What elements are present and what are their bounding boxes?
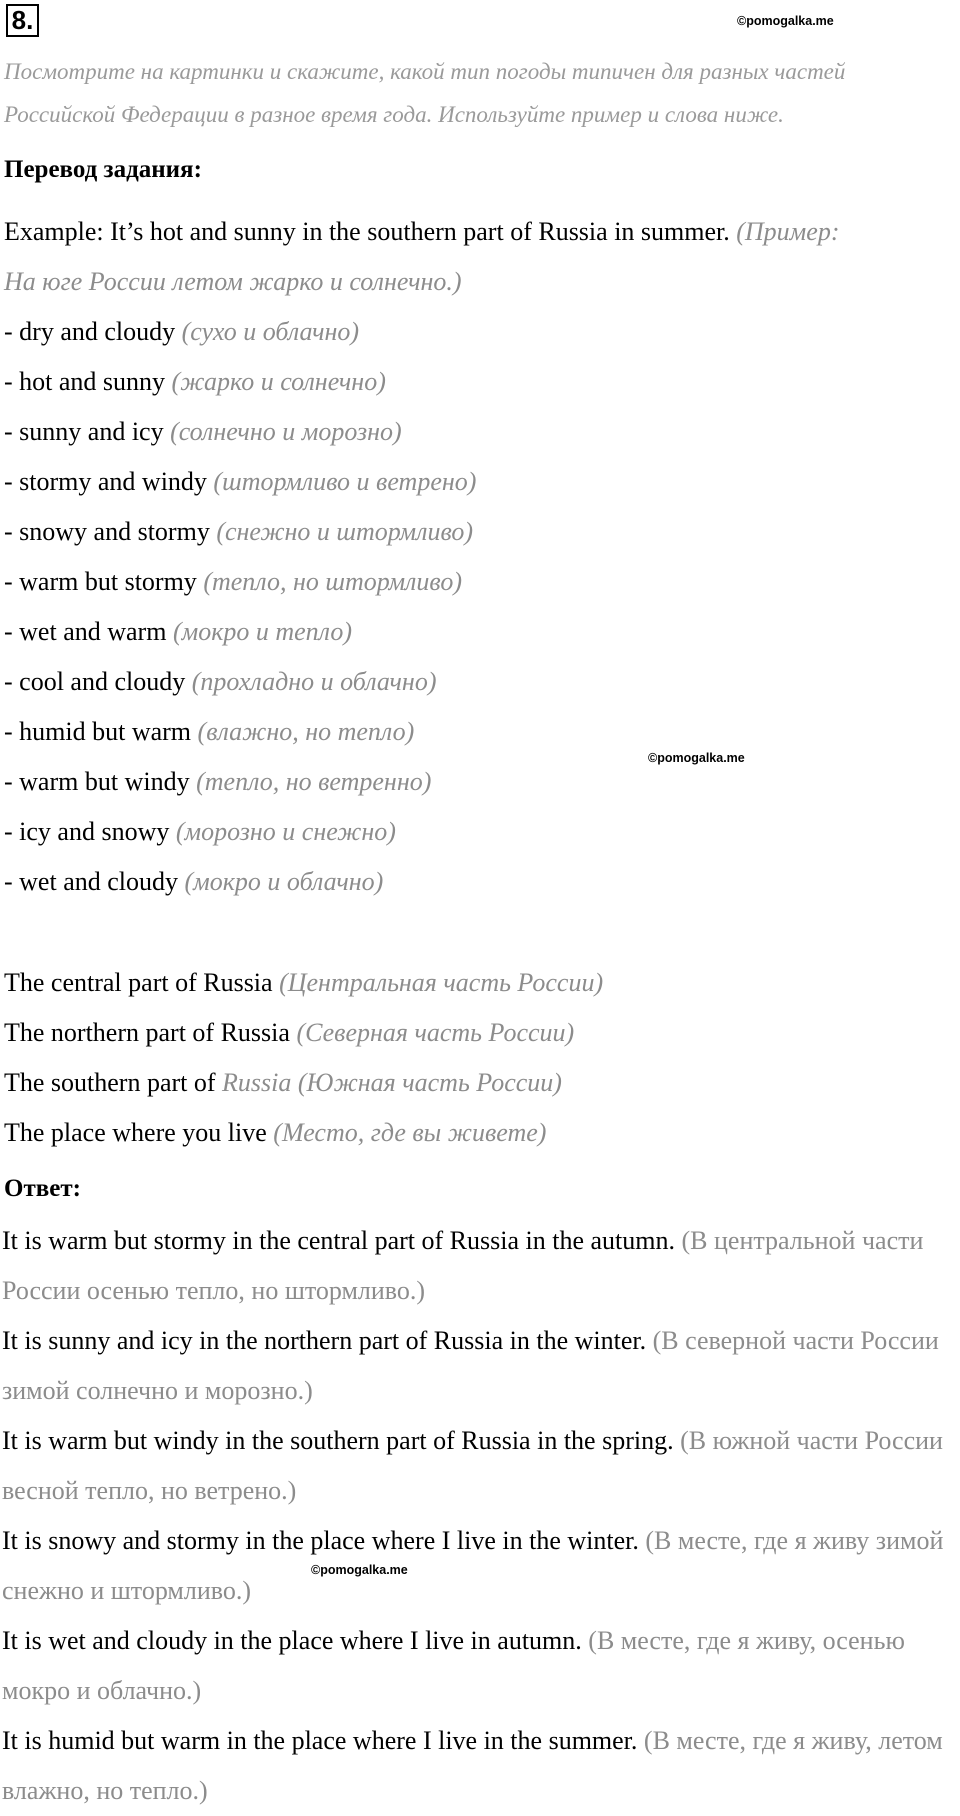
phrase-en: - warm but windy — [4, 767, 190, 796]
phrase-item — [4, 507, 956, 557]
phrase-en: - dry and cloudy — [4, 317, 176, 346]
answer-en: It is snowy and stormy in the place where I live in the winter. — [2, 1526, 639, 1555]
place-en: The place where you live — [4, 1118, 267, 1147]
phrase-item — [4, 857, 956, 907]
phrase-item — [4, 807, 956, 857]
answer-en: It is wet and cloudy in the place where I live in autumn. — [2, 1626, 582, 1655]
answer-item — [2, 1616, 958, 1716]
phrase-item — [4, 307, 956, 357]
place-en: The central part of Russia — [4, 968, 273, 997]
place-ru: (Северная часть России) — [296, 1018, 575, 1047]
phrase-en: - cool and cloudy — [4, 667, 186, 696]
phrase-item — [4, 657, 956, 707]
example-ru-end: На юге России летом жарко и солнечно.) — [4, 267, 462, 296]
phrase-ru: (штормливо и ветрено) — [213, 467, 477, 496]
place-item — [4, 1058, 956, 1108]
phrase-en: - snowy and stormy — [4, 517, 210, 546]
phrase-ru: (прохладно и облачно) — [191, 667, 437, 696]
answer-item — [2, 1516, 958, 1616]
place-ru: (Место, где вы живете) — [273, 1118, 547, 1147]
phrase-item — [4, 457, 956, 507]
place-en: The southern part of — [4, 1068, 216, 1097]
place-en: The northern part of Russia — [4, 1018, 290, 1047]
phrase-en: - icy and snowy — [4, 817, 170, 846]
phrase-ru: (тепло, но ветренно) — [196, 767, 432, 796]
places-block — [4, 958, 956, 1158]
phrase-en: - humid but warm — [4, 717, 192, 746]
place-item — [4, 1008, 956, 1058]
phrase-ru: (сухо и облачно) — [181, 317, 360, 346]
phrase-en: - stormy and windy — [4, 467, 207, 496]
answer-en: It is warm but windy in the southern part of Russia in the spring. — [2, 1426, 674, 1455]
phrase-item — [4, 357, 956, 407]
watermark-top: ©pomogalka.me — [737, 14, 834, 28]
translation-block — [4, 207, 956, 907]
phrase-ru: (влажно, но тепло) — [197, 717, 415, 746]
answer-en: It is warm but stormy in the central part of Russia in the autumn. — [2, 1226, 675, 1255]
place-item — [4, 1108, 956, 1158]
answer-item — [2, 1316, 958, 1416]
answer-item — [2, 1416, 958, 1516]
answer-ru: (В южной части России весной тепло, но ветрено.) — [2, 1426, 943, 1505]
answers-block — [2, 1216, 958, 1816]
phrase-ru: (мокро и облачно) — [184, 867, 384, 896]
phrase-item — [4, 707, 956, 757]
phrase-ru: (снежно и штормливо) — [216, 517, 474, 546]
phrase-ru: (тепло, но штормливо) — [203, 567, 462, 596]
phrase-ru: (морозно и снежно) — [175, 817, 396, 846]
watermark-middle: ©pomogalka.me — [648, 751, 745, 765]
place-ru: Russia (Южная часть России) — [222, 1068, 562, 1097]
phrase-en: - wet and cloudy — [4, 867, 179, 896]
answer-item — [2, 1216, 958, 1316]
phrase-item — [4, 407, 956, 457]
phrase-en: - wet and warm — [4, 617, 167, 646]
answer-ru: (В месте, где я живу зимой снежно и штормливо.) — [2, 1526, 944, 1605]
translation-heading: Перевод задания: — [4, 156, 202, 183]
phrase-en: - sunny and icy — [4, 417, 164, 446]
answer-heading: Ответ: — [4, 1175, 81, 1202]
place-ru: (Центральная часть России) — [279, 968, 604, 997]
phrase-item — [4, 557, 956, 607]
exercise-number: 8. — [6, 4, 39, 37]
watermark-bottom: ©pomogalka.me — [311, 1563, 408, 1577]
phrase-ru: (жарко и солнечно) — [171, 367, 386, 396]
answer-ru: (В северной части России зимой солнечно и морозно.) — [2, 1326, 939, 1405]
answer-ru: (В центральной части России осенью тепло, но штормливо.) — [2, 1226, 924, 1305]
example-en: Example: It’s hot and sunny in the southern part of Russia in summer. — [4, 217, 730, 246]
place-item — [4, 958, 956, 1008]
phrase-item — [4, 757, 956, 807]
example-line — [4, 207, 956, 257]
example-ru-start: (Пример: — [736, 217, 840, 246]
answer-en: It is humid but warm in the place where I live in the summer. — [2, 1726, 638, 1755]
example-line-2 — [4, 257, 956, 307]
answer-ru: (В месте, где я живу, летом влажно, но тепло.) — [2, 1726, 943, 1805]
phrase-ru: (солнечно и морозно) — [170, 417, 402, 446]
answer-en: It is sunny and icy in the northern part of Russia in the winter. — [2, 1326, 647, 1355]
phrase-en: - hot and sunny — [4, 367, 166, 396]
task-instruction: Посмотрите на картинки и скажите, какой тип погоды типичен для разных частей Российской Федерации в разное время года. Используйте пример и слова ниже. — [4, 59, 846, 127]
answer-item — [2, 1716, 958, 1816]
phrase-ru: (мокро и тепло) — [172, 617, 352, 646]
phrase-item — [4, 607, 956, 657]
answer-ru: (В месте, где я живу, осенью мокро и облачно.) — [2, 1626, 905, 1705]
phrase-en: - warm but stormy — [4, 567, 197, 596]
